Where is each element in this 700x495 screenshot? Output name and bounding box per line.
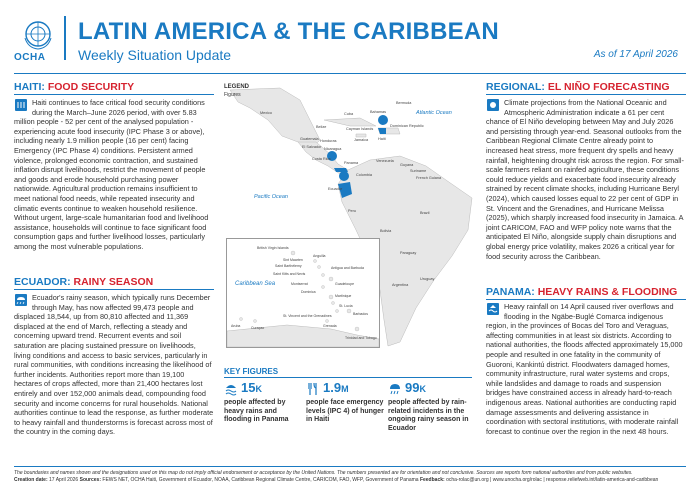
key-figure-desc: people affected by rain-related incidents in the ongoing rainy season in Ecuador: [388, 399, 469, 432]
flood-icon: [224, 382, 238, 396]
panama-heading: PANAMA: HEAVY RAINS & FLOODING: [486, 286, 678, 298]
inset-label-dominica: Dominica: [301, 290, 316, 294]
map-label-bolivia: Bolivia: [380, 229, 392, 233]
haiti-figure-marker: [378, 115, 388, 125]
inset-label-anguilla: Anguilla: [313, 254, 326, 258]
legend-subtitle: Figures: [224, 92, 241, 98]
map-label-haiti: Haiti: [378, 137, 386, 141]
key-figures-title: KEY FIGURES: [224, 367, 279, 376]
key-figure-panama: [224, 380, 306, 425]
inset-label-barbados: Barbados: [353, 312, 368, 316]
inset-label-sint-maarten: Sint Maarten: [283, 258, 303, 262]
regional-rule: [486, 94, 686, 95]
pacific-label: Pacific Ocean: [254, 194, 288, 200]
inset-label-montserrat: Montserrat: [291, 282, 308, 286]
key-figure-desc: people affected by heavy rains and flooding in Panama: [224, 399, 289, 424]
food-security-icon: [306, 382, 320, 396]
inset-label-skn: Saint Kitts and Nevis: [273, 272, 306, 276]
map-label-guyana: Guyana: [400, 163, 414, 167]
map-label-cayman: Cayman Islands: [346, 127, 374, 131]
key-figure-ecuador: [388, 380, 470, 433]
key-figure-value: 99K: [405, 380, 426, 395]
map-label-venezuela: Venezuela: [376, 159, 394, 163]
ecuador-text: Ecuador's rainy season, which typically runs December through May, has now affected 99,473 people and displaced 18,544, up from 80,810 affected and 11,369 displaced at the end of March, reflecting a steady and concerning upward trend. Recurrent events and soil saturation are placing sustained pressure on livelihoods, living conditions and access to basic services, particularly in rural communities, with conditions increasing the likelihood of further incidents. Authorities report more than 19,100 hectares of crops affected, more than 21,400 hectares lost entirely and over 152,000 animals dead, compounding food security and income concerns for rural households. National authorities continue to lead the response, as further moderate to heavy rainfall and thunderstorms is forecast across most of the country in the coming days.: [14, 293, 214, 437]
eastern-caribbean-inset-map: [226, 238, 380, 348]
map-label-suriname: Suriname: [410, 169, 427, 173]
inset-label-trinidad: Trinidad and Tobago: [345, 336, 377, 340]
map-label-cuba: Cuba: [344, 112, 354, 116]
map-label-bermuda: Bermuda: [396, 101, 412, 105]
key-figures-rule: [224, 377, 472, 378]
map-label-peru: Peru: [348, 209, 357, 213]
org-name: OCHA: [14, 52, 46, 63]
ecuador-heading: ECUADOR: RAINY SEASON: [14, 276, 154, 288]
map-label-paraguay: Paraguay: [400, 251, 417, 255]
map-label-argentina: Argentina: [392, 283, 409, 287]
climate-icon: [486, 98, 500, 112]
header-divider: [64, 16, 66, 60]
haiti-heading: HAITI: FOOD SECURITY: [14, 81, 135, 93]
inset-label-st-lucia: St. Lucia: [339, 304, 353, 308]
map-label-uruguay: Uruguay: [420, 277, 435, 281]
map-label-brazil: Brazil: [420, 211, 430, 215]
map-label-bahamas: Bahamas: [370, 110, 387, 114]
header: [0, 0, 700, 72]
inset-label-curacao: Curaçao: [251, 326, 265, 330]
map-label-honduras: Honduras: [320, 139, 337, 143]
map-label-french-guiana: French Guiana: [416, 176, 442, 180]
haiti-text: Haiti continues to face critical food security conditions during the March–June 2026 period, with over 5.83 million people - 52 per cent of the analysed population - experiencing acute food insecurity (IPC Phase 3 or above), including nearly 1.9 million people (16 per cent) facing Emergency (IPC Phase 4) conditions. Persistent armed violence, prolonged economic contraction, and sustained inflation disrupt livelihoods, restrict the movement of people and goods and erode household purchasing power nationwide. Agricultural production remains insufficient to meet national food needs, while repeated insecurity and climatic events continue to weaken household resilience. Without urgent, large-scale humanitarian food and livelihood assistance, households will continue to face significant food consumption gaps and further livelihood losses, particularly among the most vulnerable populations.: [14, 98, 209, 251]
key-figure-value: 15K: [241, 380, 262, 395]
footer-disclaimer: The boundaries and names shown and the designations used on this map do not imply official endorsement or acceptance by the United Nations. The numbers presented are for orientation and not conclusive. Sources are reports form national authorities and from public websites.: [14, 470, 633, 476]
ocha-logo-icon: [22, 18, 54, 50]
page-title: LATIN AMERICA & THE CARIBBEAN: [78, 18, 499, 45]
ecuador-rule: [14, 289, 214, 290]
map-label-mexico: Mexico: [260, 111, 273, 115]
inset-label-svg: St. Vincent and the Grenadines: [283, 314, 332, 318]
flood-icon: [486, 302, 500, 316]
header-rule: [14, 73, 686, 74]
rain-icon: [14, 293, 28, 307]
map-label-dominican: Dominican Republic: [390, 124, 424, 128]
panama-text: Heavy rainfall on 14 April caused river overflows and flooding in the Ngäbe-Buglé Comarca indigenous region, in the provinces of Bocas del Toro and Veraguas, affecting communities in at least six districts. According to national authorities, the floods affected approximately 15,000 people and resulted in one fatality in the community of Guoroni, Kankintú district. Floodwaters damaged homes, community infrastructure, rural water systems and crops, while landslides and damage to roads and suspension bridges have constrained access in already hard-to-reach indigenous areas. National authorities are conducting rapid damage assessments and delivering assistance in coordination with sectoral institutions, with moderate rainfall forecast to continue over the region in the next 48 hours.: [486, 302, 683, 436]
haiti-rule: [14, 94, 214, 95]
inset-label-grenada: Grenada: [323, 324, 337, 328]
regional-text: Climate projections from the National Oceanic and Atmospheric Administration indicate a 61 per cent chance of El Niño developing between May and July 2026 and persisting through year-end. Seasonal outlooks from the Caribbean Regional Climate Centre already point to increased heat stress, more frequent dry spells and heavy rainfall, heightening drought risk across the region. For small-scale farmers reliant on rainfed agriculture, these conditions could reduce yields and exacerbate food insecurity already strained by recent climate shocks, including Hurricane Beryl (2024), which caused losses equal to 22 per cent of GDP in St. Vincent and the Grenadines, and Hurricane Melissa (2025), which sharply increased food insecurity in Jamaica. A joint CARICOM, FAO and WFP policy note warns that the anticipated El Niño, alongside supply chain disruptions and global energy price volatility, makes 2026 a critical year for food security across the Caribbean.: [486, 98, 684, 261]
inset-label-saint-barth: Saint Barthélemy: [275, 264, 302, 268]
rain-icon: [388, 382, 402, 396]
map-label-panama: Panama: [344, 161, 359, 165]
ecuador-figure-marker: [339, 171, 349, 181]
panama-rule: [486, 299, 686, 300]
jamaica-shape: [356, 134, 366, 137]
map-label-belize: Belize: [316, 125, 327, 129]
report-date: As of 17 April 2026: [593, 49, 678, 60]
inset-label-aruba: Aruba: [231, 324, 241, 328]
map-label-ecuador: Ecuador: [328, 187, 343, 191]
map-label-guatemala: Guatemala: [300, 137, 319, 141]
inset-label-bvi: British Virgin Islands: [257, 246, 289, 250]
key-figure-value: 1.9M: [323, 380, 349, 395]
inset-label-martinique: Martinique: [335, 294, 352, 298]
footer-sources: Creation date: 17 April 2026 Sources: FEWS NET, OCHA Haiti, Government of Ecuador, NOAA, Caribbean Regional Climate Centre, CARICOM, FAO, WFP, Government of Panama Feedback: ocha-rolac@un.org | www.unocha.org/rolac | response.reliefweb.int/latin-america-and-caribbean: [14, 477, 659, 483]
regional-heading: REGIONAL: EL NIÑO FORECASTING: [486, 81, 670, 93]
page-subtitle: Weekly Situation Update: [78, 47, 232, 63]
map-label-costa-rica: Costa Rica: [312, 157, 331, 161]
key-figure-desc: people face emergency levels (IPC 4) of hunger in Haiti: [306, 399, 384, 424]
footer: [14, 466, 686, 483]
caribbean-sea-label: Caribbean Sea: [235, 281, 276, 287]
inset-label-antigua: Antigua and Barbuda: [331, 266, 364, 270]
map-label-el-salvador: El Salvador: [302, 145, 322, 149]
food-security-icon: [14, 98, 28, 112]
map-label-colombia: Colombia: [356, 173, 373, 177]
inset-label-guadeloupe: Guadeloupe: [335, 282, 355, 286]
atlantic-label: Atlantic Ocean: [416, 110, 452, 116]
map-label-jamaica: Jamaica: [354, 138, 369, 142]
key-figure-haiti: [306, 380, 388, 425]
map-label-nicaragua: Nicaragua: [324, 147, 342, 151]
legend-title: LEGEND: [224, 84, 250, 90]
